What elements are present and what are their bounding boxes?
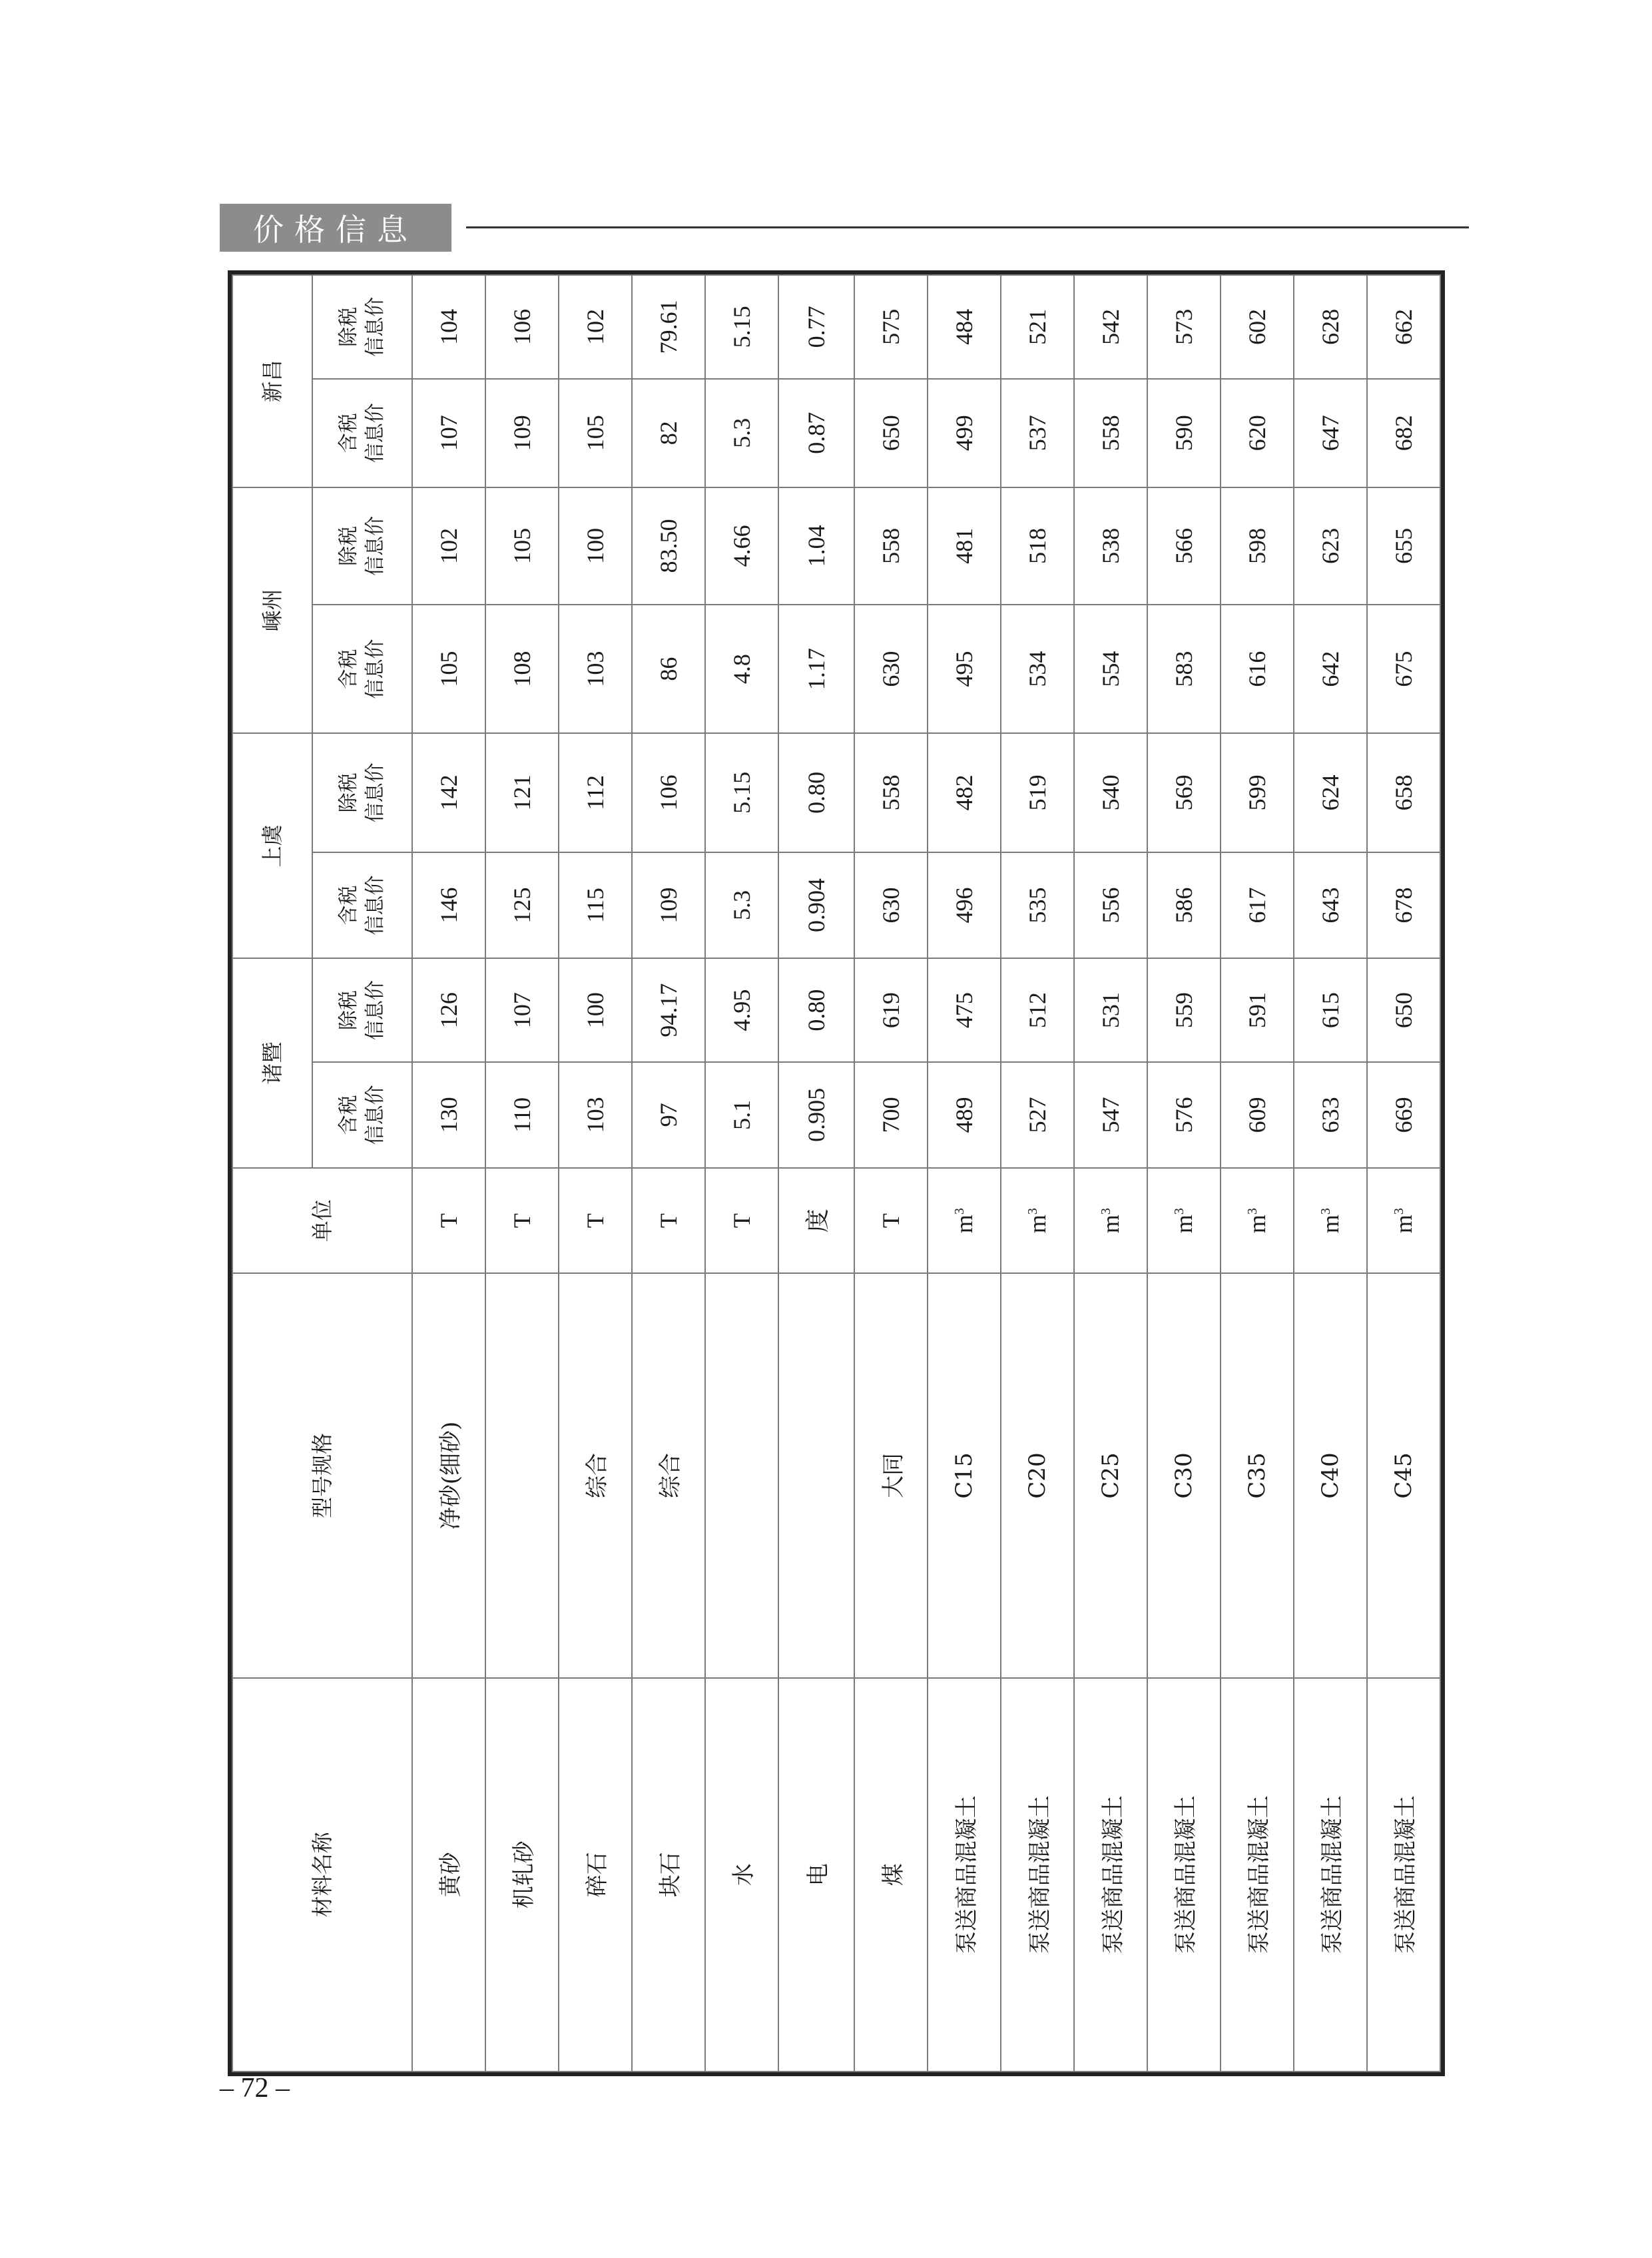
page-number: – 72 – <box>220 2073 290 2104</box>
cell-price: 130 <box>412 1062 485 1168</box>
cell-price: 0.77 <box>778 275 854 379</box>
table-row <box>412 275 485 2072</box>
cell-price: 499 <box>928 379 1001 487</box>
table-row <box>1001 275 1074 2072</box>
cell-price: 102 <box>412 487 485 605</box>
cell-price: 1.17 <box>778 605 854 733</box>
cell-price: 0.87 <box>778 379 854 487</box>
header-tax-excl: 除税 信息价 <box>312 487 412 605</box>
cell-price: 5.1 <box>705 1062 778 1168</box>
table-row <box>854 275 928 2072</box>
cell-material-name: 机轧砂 <box>485 1678 559 2072</box>
cell-spec: C20 <box>1001 1274 1074 1678</box>
table-row <box>928 275 1001 2072</box>
cell-price: 642 <box>1294 605 1367 733</box>
header-region-zhuji: 诸暨 <box>232 958 312 1167</box>
table-row <box>705 275 778 2072</box>
cell-material-name: 泵送商品混凝土 <box>1367 1678 1440 2072</box>
cell-price: 650 <box>854 379 928 487</box>
header-tax-incl: 含税 信息价 <box>312 605 412 733</box>
cell-spec: C30 <box>1147 1274 1221 1678</box>
cell-price: 481 <box>928 487 1001 605</box>
section-title: 价格信息 <box>253 212 418 248</box>
table-row <box>485 275 559 2072</box>
cell-price: 107 <box>412 379 485 487</box>
cell-price: 103 <box>559 605 632 733</box>
table-row <box>1147 275 1221 2072</box>
cell-price: 5.15 <box>705 733 778 852</box>
cell-price: 94.17 <box>632 958 705 1062</box>
cell-price: 599 <box>1221 733 1294 852</box>
cell-price: 527 <box>1001 1062 1074 1168</box>
cell-spec: 大同 <box>854 1274 928 1678</box>
cell-price: 1.04 <box>778 487 854 605</box>
cell-price: 125 <box>485 852 559 959</box>
cell-price: 675 <box>1367 605 1440 733</box>
cell-price: 103 <box>559 1062 632 1168</box>
cell-spec: C40 <box>1294 1274 1367 1678</box>
table-body <box>412 275 1440 2072</box>
cell-price: 102 <box>559 275 632 379</box>
cell-price: 669 <box>1367 1062 1440 1168</box>
cell-price: 489 <box>928 1062 1001 1168</box>
cell-material-name: 碎石 <box>559 1678 632 2072</box>
cell-material-name: 电 <box>778 1678 854 2072</box>
cell-price: 112 <box>559 733 632 852</box>
cell-spec: C15 <box>928 1274 1001 1678</box>
cell-unit: $m^3$ <box>1367 1168 1440 1274</box>
cell-spec: C35 <box>1221 1274 1294 1678</box>
header-tax-incl: 含税 信息价 <box>312 852 412 959</box>
table-row <box>1367 275 1440 2072</box>
cell-price: 547 <box>1074 1062 1147 1168</box>
cell-price: 566 <box>1147 487 1221 605</box>
table-row <box>559 275 632 2072</box>
cell-price: 556 <box>1074 852 1147 959</box>
header-spec: 型号规格 <box>232 1274 412 1678</box>
cell-price: 534 <box>1001 605 1074 733</box>
cell-spec: C45 <box>1367 1274 1440 1678</box>
cell-price: 86 <box>632 605 705 733</box>
cell-price: 619 <box>854 958 928 1062</box>
cell-price: 79.61 <box>632 275 705 379</box>
cell-price: 121 <box>485 733 559 852</box>
cell-price: 538 <box>1074 487 1147 605</box>
cell-price: 609 <box>1221 1062 1294 1168</box>
cell-price: 105 <box>412 605 485 733</box>
cell-price: 105 <box>485 487 559 605</box>
cell-price: 633 <box>1294 1062 1367 1168</box>
header-tax-excl: 除税 信息价 <box>312 275 412 379</box>
cell-unit: 度 <box>778 1168 854 1274</box>
cell-price: 4.66 <box>705 487 778 605</box>
cell-material-name: 黄砂 <box>412 1678 485 2072</box>
cell-price: 620 <box>1221 379 1294 487</box>
cell-unit: $m^3$ <box>1001 1168 1074 1274</box>
cell-price: 678 <box>1367 852 1440 959</box>
cell-price: 110 <box>485 1062 559 1168</box>
cell-price: 142 <box>412 733 485 852</box>
cell-unit: T <box>632 1168 705 1274</box>
cell-price: 569 <box>1147 733 1221 852</box>
cell-material-name: 泵送商品混凝土 <box>928 1678 1001 2072</box>
cell-price: 558 <box>854 487 928 605</box>
cell-price: 535 <box>1001 852 1074 959</box>
cell-price: 0.905 <box>778 1062 854 1168</box>
cell-price: 655 <box>1367 487 1440 605</box>
cell-price: 542 <box>1074 275 1147 379</box>
cell-price: 554 <box>1074 605 1147 733</box>
cell-price: 616 <box>1221 605 1294 733</box>
cell-price: 591 <box>1221 958 1294 1062</box>
price-table <box>232 274 1441 2072</box>
cell-price: 615 <box>1294 958 1367 1062</box>
cell-price: 109 <box>485 379 559 487</box>
rotated-table-container <box>232 274 1441 2072</box>
cell-price: 650 <box>1367 958 1440 1062</box>
cell-material-name: 水 <box>705 1678 778 2072</box>
cell-material-name: 泵送商品混凝土 <box>1074 1678 1147 2072</box>
cell-price: 126 <box>412 958 485 1062</box>
cell-material-name: 泵送商品混凝土 <box>1221 1678 1294 2072</box>
section-header <box>220 204 451 252</box>
cell-price: 630 <box>854 852 928 959</box>
cell-unit: $m^3$ <box>1147 1168 1221 1274</box>
cell-spec <box>778 1274 854 1678</box>
header-tax-excl: 除税 信息价 <box>312 958 412 1062</box>
cell-spec: 净砂(细砂) <box>412 1274 485 1678</box>
cell-price: 82 <box>632 379 705 487</box>
cell-price: 576 <box>1147 1062 1221 1168</box>
cell-price: 496 <box>928 852 1001 959</box>
cell-price: 0.904 <box>778 852 854 959</box>
cell-spec: 综合 <box>559 1274 632 1678</box>
cell-unit: T <box>559 1168 632 1274</box>
cell-price: 5.15 <box>705 275 778 379</box>
cell-price: 586 <box>1147 852 1221 959</box>
cell-material-name: 煤 <box>854 1678 928 2072</box>
header-tax-incl: 含税 信息价 <box>312 379 412 487</box>
header-rule <box>466 226 1469 228</box>
cell-price: 108 <box>485 605 559 733</box>
cell-price: 521 <box>1001 275 1074 379</box>
cell-price: 475 <box>928 958 1001 1062</box>
cell-unit: T <box>412 1168 485 1274</box>
cell-price: 4.8 <box>705 605 778 733</box>
cell-price: 106 <box>632 733 705 852</box>
cell-price: 628 <box>1294 275 1367 379</box>
cell-price: 558 <box>854 733 928 852</box>
table-row <box>778 275 854 2072</box>
cell-price: 107 <box>485 958 559 1062</box>
cell-price: 658 <box>1367 733 1440 852</box>
cell-price: 484 <box>928 275 1001 379</box>
cell-price: 104 <box>412 275 485 379</box>
cell-price: 106 <box>485 275 559 379</box>
cell-spec: 综合 <box>632 1274 705 1678</box>
cell-price: 682 <box>1367 379 1440 487</box>
cell-unit: $m^3$ <box>1221 1168 1294 1274</box>
cell-price: 559 <box>1147 958 1221 1062</box>
header-tax-incl: 含税 信息价 <box>312 1062 412 1168</box>
cell-price: 630 <box>854 605 928 733</box>
cell-unit: T <box>854 1168 928 1274</box>
cell-price: 5.3 <box>705 379 778 487</box>
cell-price: 512 <box>1001 958 1074 1062</box>
cell-unit: T <box>705 1168 778 1274</box>
header-unit: 单位 <box>232 1168 412 1274</box>
cell-price: 643 <box>1294 852 1367 959</box>
cell-price: 531 <box>1074 958 1147 1062</box>
cell-price: 624 <box>1294 733 1367 852</box>
cell-material-name: 泵送商品混凝土 <box>1147 1678 1221 2072</box>
header-region-xinchang: 新昌 <box>232 275 312 487</box>
cell-price: 558 <box>1074 379 1147 487</box>
cell-price: 540 <box>1074 733 1147 852</box>
cell-price: 97 <box>632 1062 705 1168</box>
cell-price: 519 <box>1001 733 1074 852</box>
cell-unit: $m^3$ <box>1294 1168 1367 1274</box>
cell-price: 146 <box>412 852 485 959</box>
cell-price: 598 <box>1221 487 1294 605</box>
table-row <box>1074 275 1147 2072</box>
cell-price: 590 <box>1147 379 1221 487</box>
cell-price: 4.95 <box>705 958 778 1062</box>
table-row <box>632 275 705 2072</box>
cell-unit: $m^3$ <box>928 1168 1001 1274</box>
table-row <box>1294 275 1367 2072</box>
cell-price: 100 <box>559 958 632 1062</box>
header-region-shengzhou: 嵊州 <box>232 487 312 733</box>
cell-unit: $m^3$ <box>1074 1168 1147 1274</box>
cell-unit: T <box>485 1168 559 1274</box>
cell-price: 662 <box>1367 275 1440 379</box>
cell-price: 602 <box>1221 275 1294 379</box>
header-tax-excl: 除税 信息价 <box>312 733 412 852</box>
cell-price: 5.3 <box>705 852 778 959</box>
cell-spec: C25 <box>1074 1274 1147 1678</box>
cell-price: 537 <box>1001 379 1074 487</box>
cell-price: 518 <box>1001 487 1074 605</box>
cell-spec <box>705 1274 778 1678</box>
cell-price: 0.80 <box>778 958 854 1062</box>
cell-price: 0.80 <box>778 733 854 852</box>
cell-price: 109 <box>632 852 705 959</box>
cell-material-name: 泵送商品混凝土 <box>1001 1678 1074 2072</box>
cell-spec <box>485 1274 559 1678</box>
cell-price: 100 <box>559 487 632 605</box>
cell-material-name: 泵送商品混凝土 <box>1294 1678 1367 2072</box>
header-material-name: 材料名称 <box>232 1678 412 2072</box>
cell-price: 647 <box>1294 379 1367 487</box>
header-region-shangyu: 上虞 <box>232 733 312 958</box>
cell-price: 482 <box>928 733 1001 852</box>
cell-price: 115 <box>559 852 632 959</box>
cell-price: 617 <box>1221 852 1294 959</box>
cell-price: 583 <box>1147 605 1221 733</box>
cell-material-name: 块石 <box>632 1678 705 2072</box>
cell-price: 700 <box>854 1062 928 1168</box>
cell-price: 83.50 <box>632 487 705 605</box>
price-table-frame <box>228 270 1445 2076</box>
cell-price: 575 <box>854 275 928 379</box>
cell-price: 105 <box>559 379 632 487</box>
cell-price: 495 <box>928 605 1001 733</box>
table-row <box>1221 275 1294 2072</box>
cell-price: 573 <box>1147 275 1221 379</box>
cell-price: 623 <box>1294 487 1367 605</box>
